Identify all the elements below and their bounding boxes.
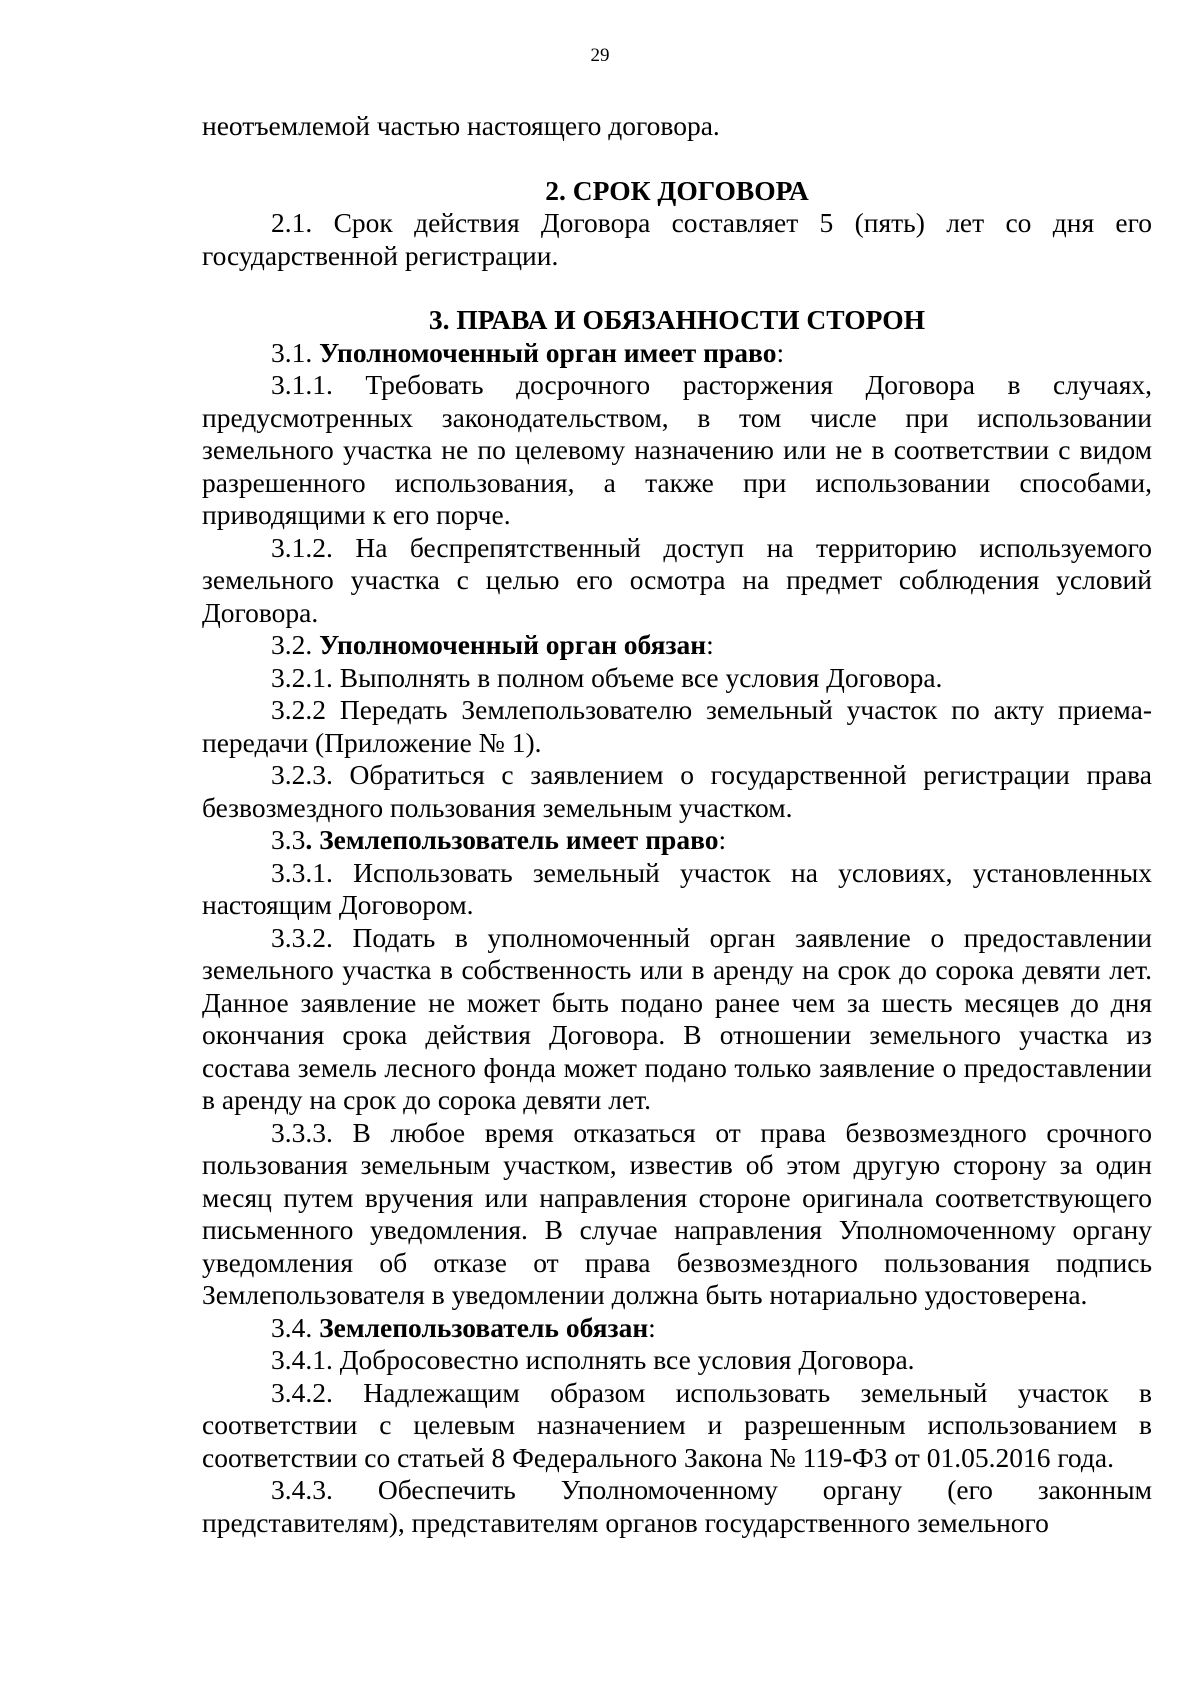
clause-number: 3.3 — [271, 824, 306, 855]
paragraph-3-2-3: 3.2.3. Обратиться с заявлением о государственной регистрации права безвозмездного пользования земельным участком. — [202, 759, 1152, 823]
paragraph-3-2 — [202, 629, 1152, 662]
clause-number: 3.2. — [271, 629, 320, 660]
paragraph-3-4-1: 3.4.1. Добросовестно исполнять все условия Договора. — [271, 1344, 915, 1375]
paragraph-2-1: 2.1. Срок действия Договора составляет 5 (пять) лет со дня его государственной регистрации. — [202, 207, 1152, 271]
paragraph-3-2-1: 3.2.1. Выполнять в полном объеме все условия Договора. — [271, 661, 943, 693]
paragraph-3-3-1: 3.3.1. Использовать земельный участок на условиях, установленных настоящим Договором. — [202, 856, 1152, 920]
intro-paragraph: неотъемлемой частью настоящего договора. — [202, 110, 720, 141]
paragraph-3-1-2: 3.1.2. На беспрепятственный доступ на территорию используемого земельного участка с целью его осмотра на предмет соблюдения условий Договора. — [202, 531, 1152, 628]
clause-number: 3.1. — [271, 336, 320, 368]
clause-heading-bold: Уполномоченный орган обязан — [319, 629, 707, 660]
clause-colon: : — [776, 336, 785, 368]
paragraph-3-2-2: 3.2.2 Передать Землепользователю земельный участок по акту приема-передачи (Приложение № 1). — [202, 694, 1152, 758]
clause-heading-bold: Землепользователь обязан — [319, 1311, 649, 1343]
paragraph-3-4 — [202, 1312, 1152, 1345]
clause-heading-bold: . Землепользователь имеет право — [305, 824, 719, 855]
paragraph-3-4-2: 3.4.2. Надлежащим образом использовать земельный участок в соответствии с целевым назначением и разрешенным использованием в соответствии со статьей 8 Федерального Закона № 119-ФЗ от 01.05.2016 года. — [202, 1376, 1152, 1473]
paragraph-3-1-1: 3.1.1. Требовать досрочного расторжения Договора в случаях, предусмотренных законодательством, в том числе при использовании земельного участка не по целевому назначению или не в соответствии с видом разрешенного использования, а также при использовании способами, приводящими к его порче. — [202, 369, 1152, 530]
document-body — [202, 110, 1152, 1539]
clause-colon: : — [706, 629, 714, 660]
page-number: 29 — [590, 45, 610, 66]
section-3-heading: 3. ПРАВА И ОБЯЗАННОСТИ СТОРОН — [428, 304, 926, 335]
clause-number: 3.4. — [271, 1311, 320, 1343]
paragraph-3-3 — [202, 824, 1152, 857]
section-2-heading: 2. СРОК ДОГОВОРА — [545, 174, 809, 206]
paragraph-3-1 — [202, 337, 1152, 370]
clause-colon: : — [718, 824, 727, 855]
clause-heading-bold: Уполномоченный орган имеет право — [319, 336, 777, 368]
paragraph-3-4-3: 3.4.3. Обеспечить Уполномоченному органу (его законным представителям), представителям органов государственного земельного — [202, 1474, 1152, 1538]
paragraph-3-3-3: 3.3.3. В любое время отказаться от права безвозмездного срочного пользования земельным участком, известив об этом другую сторону за один месяц путем вручения или направления стороне оригинала соответствующего письменного уведомления. В случае направления Уполномоченному органу уведомления об отказе от права безвозмездного пользования подпись Землепользователя в уведомлении должна быть нотариально удостоверена. — [202, 1116, 1152, 1310]
clause-colon: : — [648, 1311, 656, 1343]
paragraph-3-3-2: 3.3.2. Подать в уполномоченный орган заявление о предоставлении земельного участка в собственность или в аренду на срок до сорока девяти лет. Данное заявление не может быть подано ранее чем за шесть месяцев до дня окончания срока действия Договора. В отношении земельного участка из состава земель лесного фонда может подано только заявление о предоставлении в аренду на срок до сорока девяти лет. — [202, 921, 1152, 1115]
